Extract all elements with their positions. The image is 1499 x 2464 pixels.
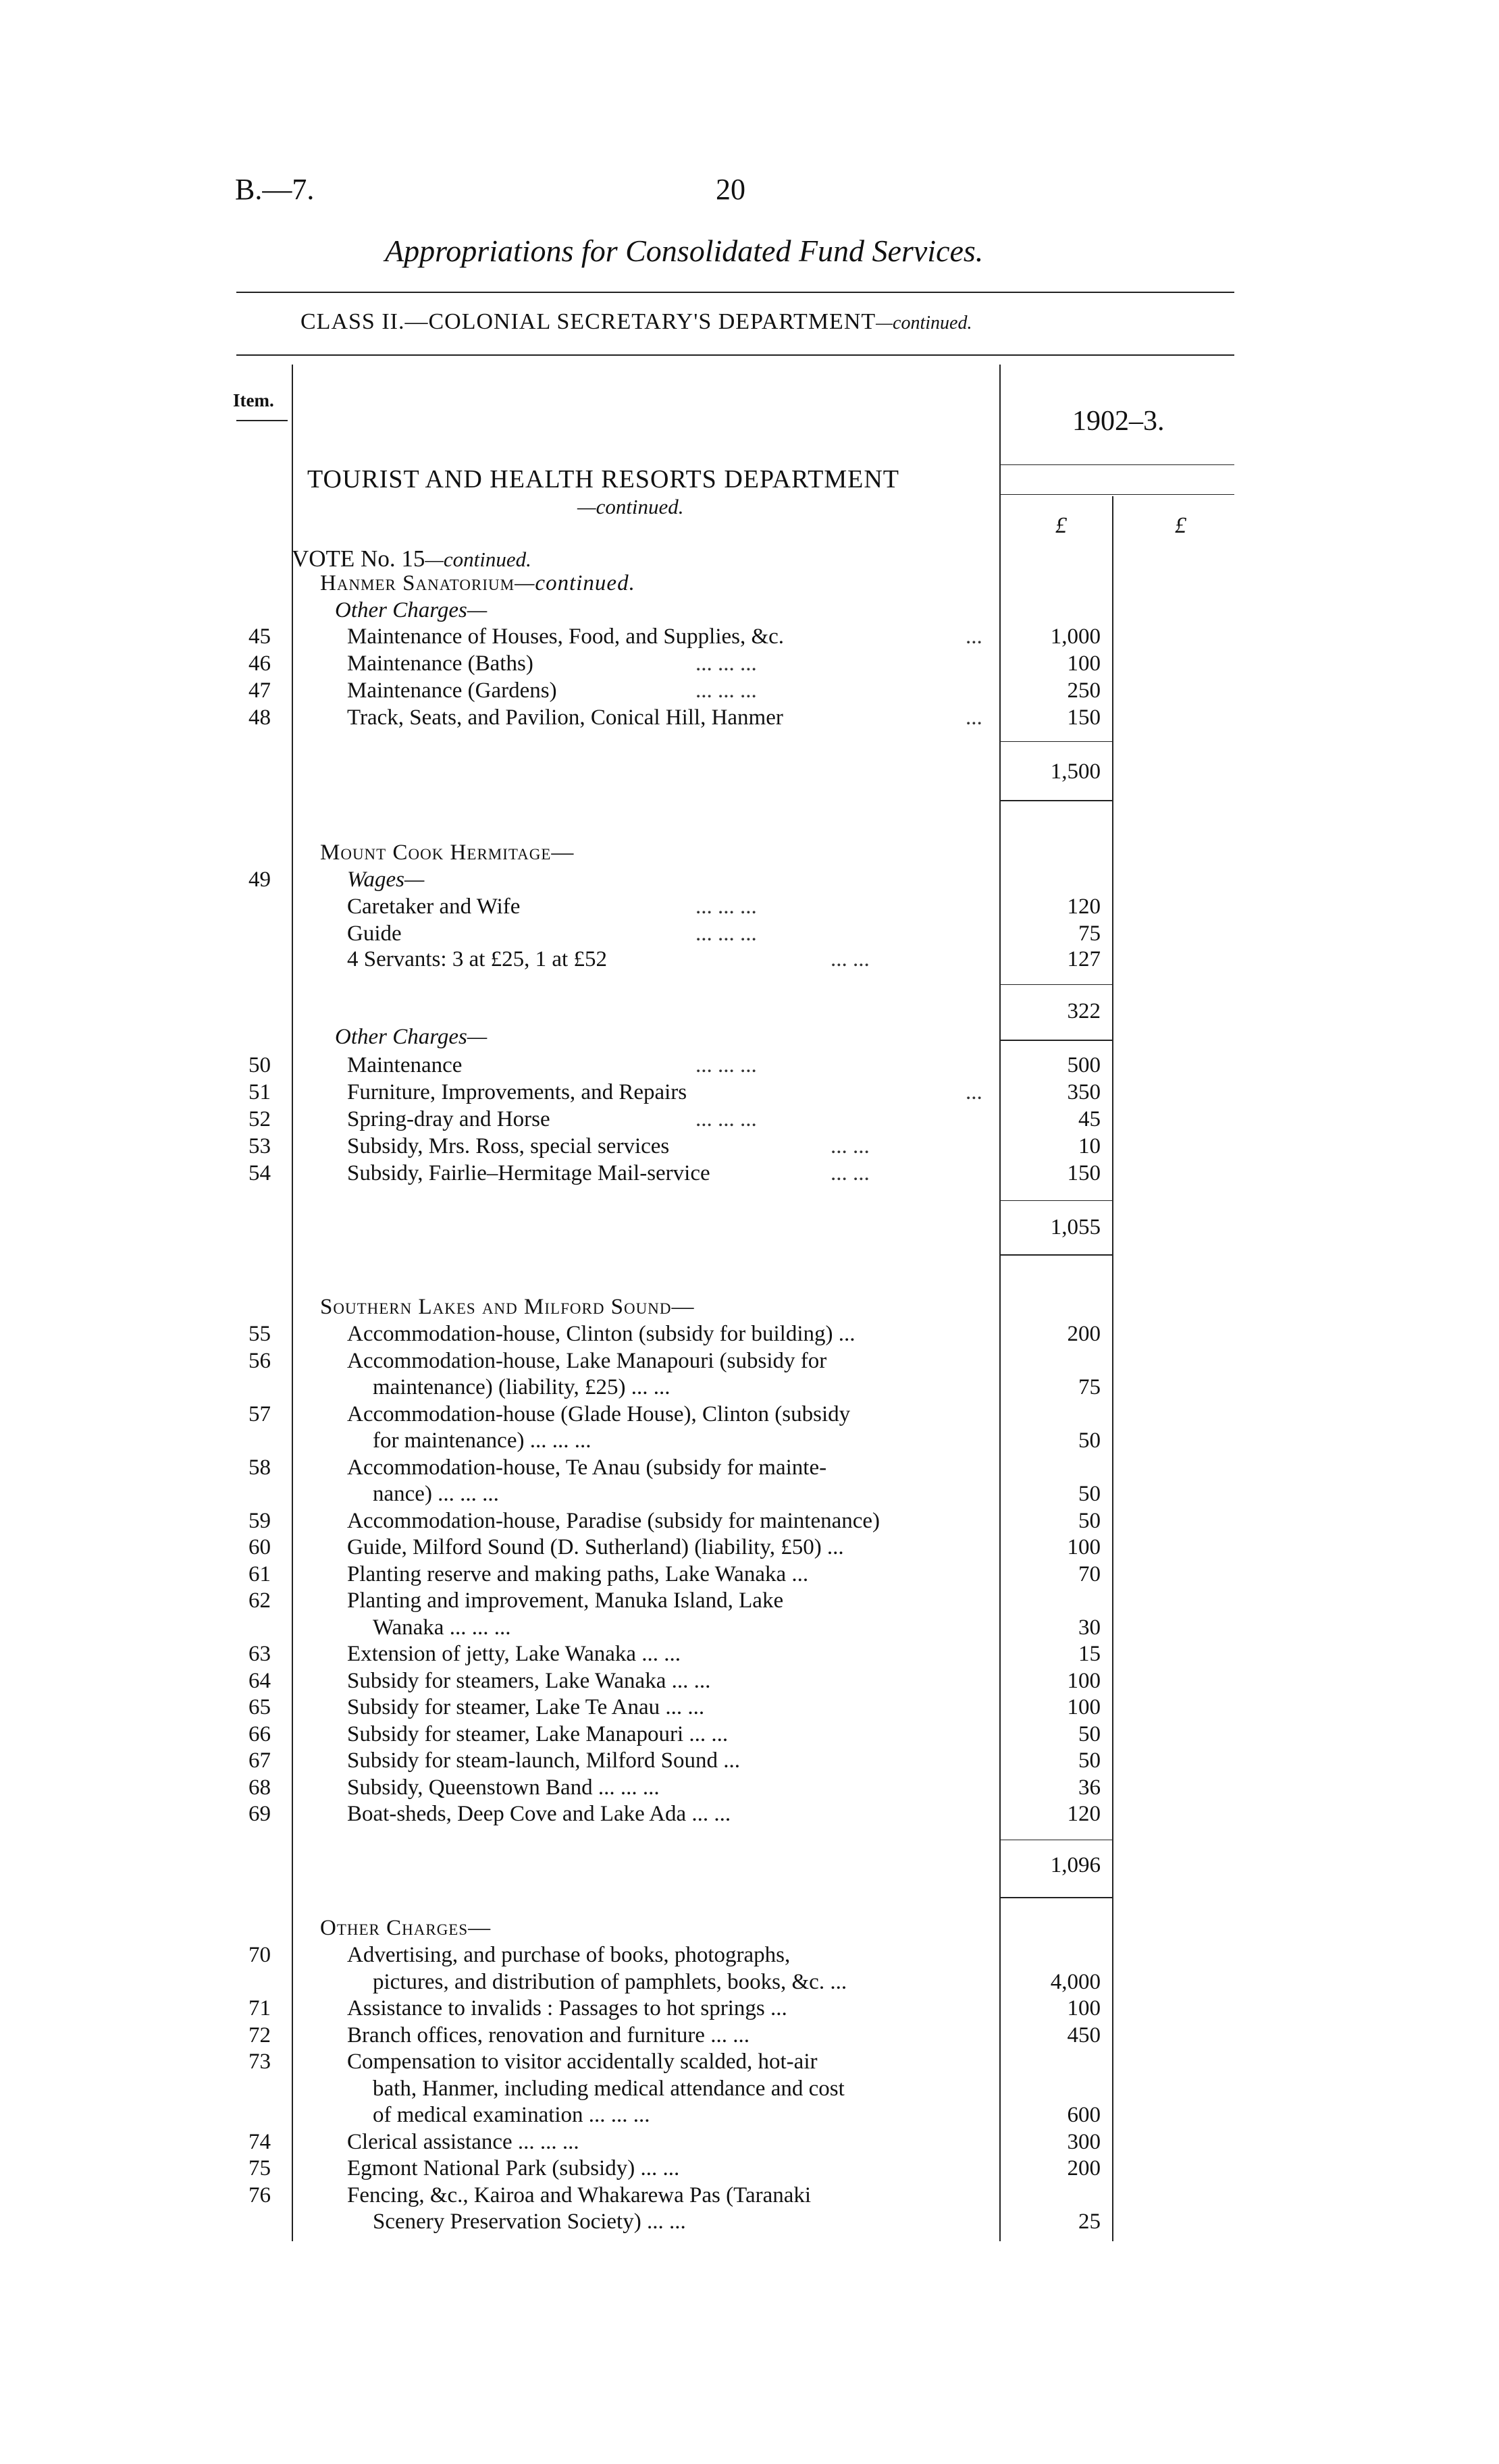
department-heading: TOURIST AND HEALTH RESORTS DEPARTMENT (307, 465, 899, 493)
row-amount: 45 (1078, 1107, 1101, 1131)
item-column-header: Item. (233, 390, 274, 410)
row-leader: ... ... ... (695, 1053, 757, 1077)
item-number: 59 (248, 1508, 271, 1533)
item-number: 51 (248, 1080, 271, 1104)
row-leader: ... ... (831, 947, 870, 971)
document-reference: B.—7. (235, 173, 315, 206)
row-leader: ... (966, 1080, 982, 1104)
row-amount: 120 (1067, 894, 1101, 919)
wages-total: 322 (1067, 999, 1101, 1023)
row-amount: 100 (1067, 651, 1101, 676)
row-amount: 300 (1067, 2129, 1101, 2154)
row-amount: 100 (1067, 1535, 1101, 1559)
row-description: Maintenance (Gardens) (347, 678, 557, 703)
row-description: Caretaker and Wife (347, 894, 521, 919)
row-description: Assistance to invalids : Passages to hot springs ... (347, 1996, 787, 2020)
row-leader: ... ... ... (695, 894, 757, 919)
section-heading-hanmer: Hanmer Sanatorium—continued. (320, 571, 635, 595)
row-leader: ... ... (831, 1134, 870, 1158)
item-number: 65 (248, 1695, 271, 1719)
row-description: Accommodation-house (Glade House), Clinton (subsidy (347, 1401, 851, 1426)
row-leader: ... ... ... (695, 921, 757, 946)
item-number: 52 (248, 1107, 271, 1131)
pound-header-underline (1001, 494, 1234, 495)
subtotal-rule (1001, 984, 1112, 985)
page-title: Appropriations for Consolidated Fund Services. (385, 234, 984, 268)
row-amount: 15 (1078, 1642, 1101, 1666)
row-description: Extension of jetty, Lake Wanaka ... ... (347, 1642, 681, 1666)
year-column-header: 1902–3. (1072, 406, 1165, 437)
class-rule (236, 354, 1234, 356)
item-number: 73 (248, 2050, 271, 2074)
row-description: Planting and improvement, Manuka Island, Lake (347, 1588, 784, 1613)
row-amount: 36 (1078, 1775, 1101, 1800)
item-number: 64 (248, 1668, 271, 1693)
section-heading-southern-lakes: Southern Lakes and Milford Sound— (320, 1295, 695, 1319)
item-number: 57 (248, 1401, 271, 1426)
row-amount: 1,000 (1050, 624, 1101, 649)
row-amount: 50 (1078, 1721, 1101, 1746)
subtotal-rule (1001, 1040, 1112, 1041)
section-total-mount-cook: 1,055 (1050, 1215, 1101, 1239)
row-description: Maintenance (Baths) (347, 651, 533, 676)
row-description: Accommodation-house, Paradise (subsidy for maintenance) (347, 1508, 880, 1533)
row-amount: 127 (1067, 947, 1101, 971)
row-amount: 120 (1067, 1802, 1101, 1826)
section-total-southern-lakes: 1,096 (1050, 1853, 1101, 1877)
subheading-other-charges: Other Charges— (335, 598, 488, 622)
subtotal-rule (1001, 1254, 1112, 1256)
inner-amount-divider (1112, 496, 1113, 2241)
item-header-underline (236, 420, 288, 421)
vote-heading: VOTE No. 15—continued. (292, 545, 531, 572)
item-number: 74 (248, 2129, 271, 2154)
row-leader: ... (966, 624, 982, 649)
row-description: pictures, and distribution of pamphlets, books, &c. ... (373, 1969, 847, 1994)
row-amount: 150 (1067, 1161, 1101, 1185)
item-number: 55 (248, 1322, 271, 1346)
row-description: Compensation to visitor accidentally scalded, hot-air (347, 2050, 818, 2074)
item-number: 56 (248, 1348, 271, 1373)
row-amount: 100 (1067, 1695, 1101, 1719)
row-description: bath, Hanmer, including medical attendance and cost (373, 2076, 845, 2101)
row-description: Boat-sheds, Deep Cove and Lake Ada ... ... (347, 1802, 731, 1826)
row-leader: ... ... ... (695, 1107, 757, 1131)
item-number: 49 (248, 867, 271, 892)
row-amount: 50 (1078, 1482, 1101, 1506)
row-description: Branch offices, renovation and furniture ... ... (347, 2023, 750, 2047)
page-number: 20 (716, 173, 745, 206)
item-column-divider (292, 365, 293, 2241)
row-amount: 100 (1067, 1668, 1101, 1693)
row-description: Subsidy, Fairlie–Hermitage Mail-service (347, 1161, 710, 1185)
row-description: Spring-dray and Horse (347, 1107, 550, 1131)
row-amount: 250 (1067, 678, 1101, 703)
row-description: Track, Seats, and Pavilion, Conical Hill, Hanmer (347, 705, 783, 730)
department-continued: —continued. (577, 495, 684, 518)
row-amount: 25 (1078, 2209, 1101, 2234)
item-number: 68 (248, 1775, 271, 1800)
row-amount: 10 (1078, 1134, 1101, 1158)
row-amount: 500 (1067, 1053, 1101, 1077)
row-description: Furniture, Improvements, and Repairs (347, 1080, 687, 1104)
pound-total-column-label: £ (1175, 513, 1186, 538)
row-description: of medical examination ... ... ... (373, 2103, 650, 2127)
subtotal-rule (1001, 1897, 1112, 1898)
subtotal-rule (1001, 741, 1112, 742)
row-description: Guide, Milford Sound (D. Sutherland) (liability, £50) ... (347, 1535, 844, 1559)
item-number: 60 (248, 1535, 271, 1559)
row-leader: ... (966, 705, 982, 730)
row-amount: 350 (1067, 1080, 1101, 1104)
row-description: Subsidy for steamer, Lake Manapouri ... ... (347, 1721, 729, 1746)
row-amount: 70 (1078, 1561, 1101, 1586)
row-amount: 50 (1078, 1748, 1101, 1773)
row-amount: 200 (1067, 2156, 1101, 2180)
row-description: Wanaka ... ... ... (373, 1615, 511, 1640)
item-number: 62 (248, 1588, 271, 1613)
row-description: Accommodation-house, Clinton (subsidy for building) ... (347, 1322, 856, 1346)
item-number: 67 (248, 1748, 271, 1773)
row-amount: 450 (1067, 2023, 1101, 2047)
row-description: Advertising, and purchase of books, photographs, (347, 1943, 791, 1967)
item-number: 72 (248, 2023, 271, 2047)
row-description: Clerical assistance ... ... ... (347, 2129, 579, 2154)
row-amount: 150 (1067, 705, 1101, 730)
row-description: Egmont National Park (subsidy) ... ... (347, 2156, 680, 2180)
subheading-other-charges: Other Charges— (335, 1025, 488, 1049)
row-description: Subsidy for steam-launch, Milford Sound ... (347, 1748, 741, 1773)
amount-column-divider (999, 365, 1001, 2241)
row-description: Planting reserve and making paths, Lake Wanaka ... (347, 1561, 809, 1586)
row-amount: 75 (1078, 921, 1101, 946)
row-description: Subsidy, Queenstown Band ... ... ... (347, 1775, 660, 1800)
row-description: Subsidy for steamer, Lake Te Anau ... ... (347, 1695, 705, 1719)
row-description: nance) ... ... ... (373, 1482, 499, 1506)
item-number: 66 (248, 1721, 271, 1746)
section-heading-other-charges: Other Charges— (320, 1916, 492, 1940)
row-amount: 30 (1078, 1615, 1101, 1640)
row-description: for maintenance) ... ... ... (373, 1428, 591, 1453)
item-number: 45 (248, 624, 271, 649)
row-leader: ... ... (831, 1161, 870, 1185)
subtotal-rule (1001, 800, 1112, 801)
top-rule (236, 292, 1234, 293)
row-amount: 50 (1078, 1508, 1101, 1533)
row-amount: 50 (1078, 1428, 1101, 1453)
item-number: 53 (248, 1134, 271, 1158)
row-description: Fencing, &c., Kairoa and Whakarewa Pas (Taranaki (347, 2182, 812, 2207)
row-amount: 200 (1067, 1322, 1101, 1346)
item-number: 47 (248, 678, 271, 703)
row-leader: ... ... ... (695, 678, 757, 703)
row-description: Accommodation-house, Te Anau (subsidy for mainte- (347, 1455, 827, 1480)
class-heading: CLASS II.—COLONIAL SECRETARY'S DEPARTMENT—continued. (300, 309, 972, 334)
row-description: Maintenance (347, 1053, 463, 1077)
row-amount: 4,000 (1050, 1969, 1101, 1994)
section-total-hanmer: 1,500 (1050, 759, 1101, 784)
item-number: 63 (248, 1642, 271, 1666)
item-number: 75 (248, 2156, 271, 2180)
row-description: maintenance) (liability, £25) ... ... (373, 1375, 670, 1399)
item-number: 50 (248, 1053, 271, 1077)
subheading-wages: Wages— (347, 867, 425, 892)
item-number: 46 (248, 651, 271, 676)
row-description: 4 Servants: 3 at £25, 1 at £52 (347, 947, 607, 971)
item-number: 71 (248, 1996, 271, 2020)
item-number: 54 (248, 1161, 271, 1185)
row-description: Subsidy for steamers, Lake Wanaka ... ... (347, 1668, 711, 1693)
item-number: 48 (248, 705, 271, 730)
item-number: 58 (248, 1455, 271, 1480)
item-number: 69 (248, 1802, 271, 1826)
item-number: 76 (248, 2182, 271, 2207)
pound-column-label: £ (1055, 513, 1067, 538)
row-description: Accommodation-house, Lake Manapouri (subsidy for (347, 1348, 827, 1373)
item-number: 70 (248, 1943, 271, 1967)
row-description: Scenery Preservation Society) ... ... (373, 2209, 686, 2234)
row-description: Guide (347, 921, 402, 946)
row-leader: ... ... ... (695, 651, 757, 676)
subtotal-rule (1001, 1200, 1112, 1201)
row-description: Maintenance of Houses, Food, and Supplies, &c. (347, 624, 785, 649)
item-number: 61 (248, 1561, 271, 1586)
row-amount: 75 (1078, 1375, 1101, 1399)
row-description: Subsidy, Mrs. Ross, special services (347, 1134, 670, 1158)
year-header-underline (1001, 464, 1234, 465)
section-heading-mount-cook: Mount Cook Hermitage— (320, 840, 575, 865)
row-amount: 600 (1067, 2103, 1101, 2127)
row-amount: 100 (1067, 1996, 1101, 2020)
